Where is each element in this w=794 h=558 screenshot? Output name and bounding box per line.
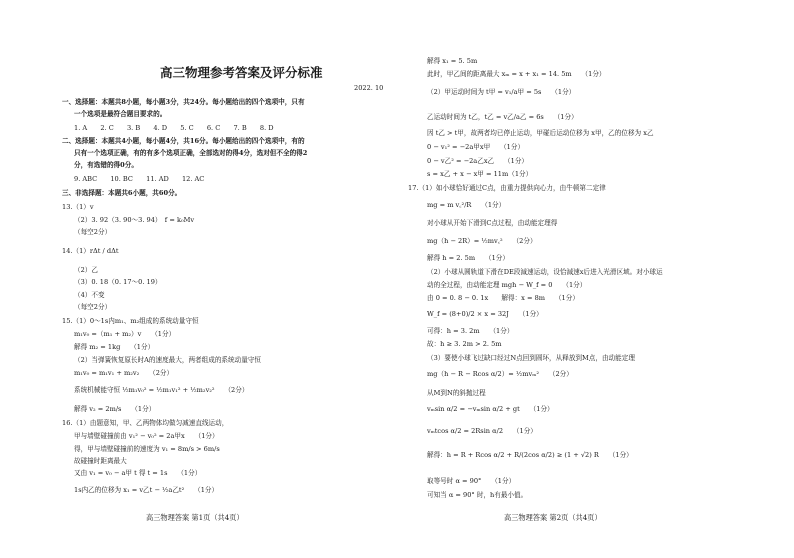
answer-line: 解得 h = 2. 5m （1分） bbox=[427, 254, 509, 262]
answer-line: W_f = (8+0)/2 × x = 32J （1分） bbox=[427, 310, 543, 318]
answer-line: 因 t乙 > t甲，故两者均已停止运动，甲碰后运动位移为 x甲，乙的位移为 x乙 bbox=[427, 129, 654, 137]
answer-line: s = x乙 + x − x甲 = 11m（1分） bbox=[427, 170, 533, 178]
answer-line: 15.（1）0～1s内m₁、m₂组成的系统动量守恒 bbox=[62, 317, 199, 325]
section-text: 一个选项是最符合题目要求的。 bbox=[74, 110, 167, 118]
answer-line: 1s内乙的位移为 x₁ = v乙t − ½a乙t² （1分） bbox=[74, 486, 219, 494]
answer-line: 取等号时 α = 90° （1分） bbox=[427, 477, 516, 485]
answer-line: vₘtcos α/2 = 2Rsin α/2 （1分） bbox=[427, 427, 537, 435]
answer-line: 解得 v₂ = 2m/s （1分） bbox=[74, 405, 156, 413]
answer-line: （每空2分） bbox=[74, 228, 112, 236]
answer-line: mg（h − 2R）= ½mv꜀² （2分） bbox=[427, 237, 537, 245]
answer-line: 可得：h = 3. 2m （1分） bbox=[427, 327, 514, 335]
answer-line: 甲与墙壁碰撞前由 v₁² − v₀² = 2a甲x （1分） bbox=[74, 432, 219, 440]
answer-line: 16.（1）由题意知，甲、乙两物体均做匀减速直线运动， bbox=[62, 419, 229, 427]
answer-line: 又由 v₁ = v₀ − a甲 t 得 t = 1s （1分） bbox=[74, 469, 202, 477]
answer-line: 0 − v乙² = −2a乙x乙 （1分） bbox=[427, 157, 529, 165]
answer-line: 从M到N的斜抛过程 bbox=[427, 389, 486, 397]
answer-row: 1. A 2. C 3. B 4. D 5. C 6. C 7. B 8. D bbox=[74, 124, 274, 132]
answer-line: 故碰撞时距离最大 bbox=[74, 457, 127, 465]
answer-line: 故：h ≥ 3. 2m > 2. 5m bbox=[427, 340, 502, 348]
answer-line: 解得：h = R + Rcos α/2 + R/(2cos α/2) ≥ (1 + √2) R （1分） bbox=[427, 451, 633, 459]
answer-line: （2）小球从圆轨道下滑在DE段減速运动，设恰減速x后进入光滑区域。对小球运 bbox=[427, 268, 663, 276]
answer-line: vₘsin α/2 = −vₘsin α/2 + gt （1分） bbox=[427, 405, 554, 413]
answer-line: 此时，甲乙间的距离最大 xₘ = x + x₁ = 14. 5m （1分） bbox=[427, 70, 606, 78]
section-header: 二、选择题：本题共4小题，每小题4分，共16分。每小题给出的四个选项中，有的 bbox=[62, 137, 305, 145]
answer-line: 乙运动时间为 t乙，t乙 = v乙/a乙 = 6s （1分） bbox=[427, 113, 578, 121]
document-title: 高三物理参考答案及评分标准 bbox=[160, 65, 323, 80]
section-text: 分，有选错的得0分。 bbox=[74, 161, 138, 169]
answer-line: m₁v₀ =（m₁ + m₂）v （1分） bbox=[74, 330, 176, 338]
answer-line: （每空2分） bbox=[74, 303, 112, 311]
answer-line: 14.（1）rΔt / dΔt bbox=[62, 247, 119, 255]
answer-line: 动的全过程，由动能定理 mgh − W_f = 0 （1分） bbox=[427, 281, 587, 289]
section-header: 一、选择题：本题共8小题，每小题3分，共24分。每小题给出的四个选项中，只有 bbox=[62, 98, 305, 106]
answer-line: （3）0. 18（0. 17～0. 19） bbox=[74, 278, 162, 286]
page-footer: 高三物理答案 第2页（共4页） bbox=[504, 513, 602, 522]
answer-line: （2）乙 bbox=[74, 266, 98, 274]
answer-row: 9. ABC 10. BC 11. AD 12. AC bbox=[74, 175, 205, 183]
page-footer: 高三物理答案 第1页（共4页） bbox=[146, 513, 244, 522]
answer-line: （4）不变 bbox=[74, 291, 105, 299]
answer-line: 解得 x₁ = 5. 5m bbox=[427, 57, 478, 65]
answer-line: 可知当 α = 90° 时，h有最小值。 bbox=[427, 491, 528, 499]
answer-line: （2）当弹簧恢复原长时A的速度最大，两者组成的系统动量守恒 bbox=[74, 356, 261, 364]
answer-line: 0 − v₁² = −2a甲x甲 （1分） bbox=[427, 143, 525, 151]
answer-line: m₁v₀ = m₁v₁ + m₂v₂ （2分） bbox=[74, 369, 174, 377]
answer-line: mg = m v꜀²/R （1分） bbox=[427, 201, 506, 209]
answer-line: 由 0 = 0. 8 − 0. 1x 解得：x = 8m （1分） bbox=[427, 294, 579, 302]
answer-line: 得，甲与墙壁碰撞前的速度为 v₁ = 8m/s > 6m/s bbox=[74, 445, 220, 453]
answer-line: 17.（1）如小球恰好通过C点，由重力提供向心力，由牛顿第二定律 bbox=[408, 184, 606, 192]
answer-line: 系统机械能守恒 ½m₁v₀² = ½m₁v₁² + ½m₂v₂² （2分） bbox=[74, 386, 249, 394]
answer-line: （2）3. 92（3. 90～3. 94） f = k₀Mv bbox=[74, 216, 195, 224]
answer-line: 解得 m₂ = 1kg （1分） bbox=[74, 343, 155, 351]
answer-line: mg（h − R − Rcos α/2）= ½mvₘ² （2分） bbox=[427, 370, 573, 378]
answer-line: 13.（1）v bbox=[62, 203, 94, 211]
section-header: 三、非选择题：本题共6小题，共60分。 bbox=[62, 189, 182, 197]
answer-line: （2）甲运动时间为 t甲 = v₁/a甲 = 5s （1分） bbox=[427, 88, 576, 96]
document-date: 2022. 10 bbox=[354, 84, 384, 92]
answer-line: 对小球从开始下滑到C点过程，由动能定理得 bbox=[427, 219, 558, 227]
section-text: 只有一个选项正确，有的有多个选项正确，全部选对的得4分，选对但不全的得2 bbox=[74, 149, 308, 157]
answer-line: （3）要使小球飞过缺口经过N点回到圆环，从释放到M点，由动能定理 bbox=[427, 354, 635, 362]
